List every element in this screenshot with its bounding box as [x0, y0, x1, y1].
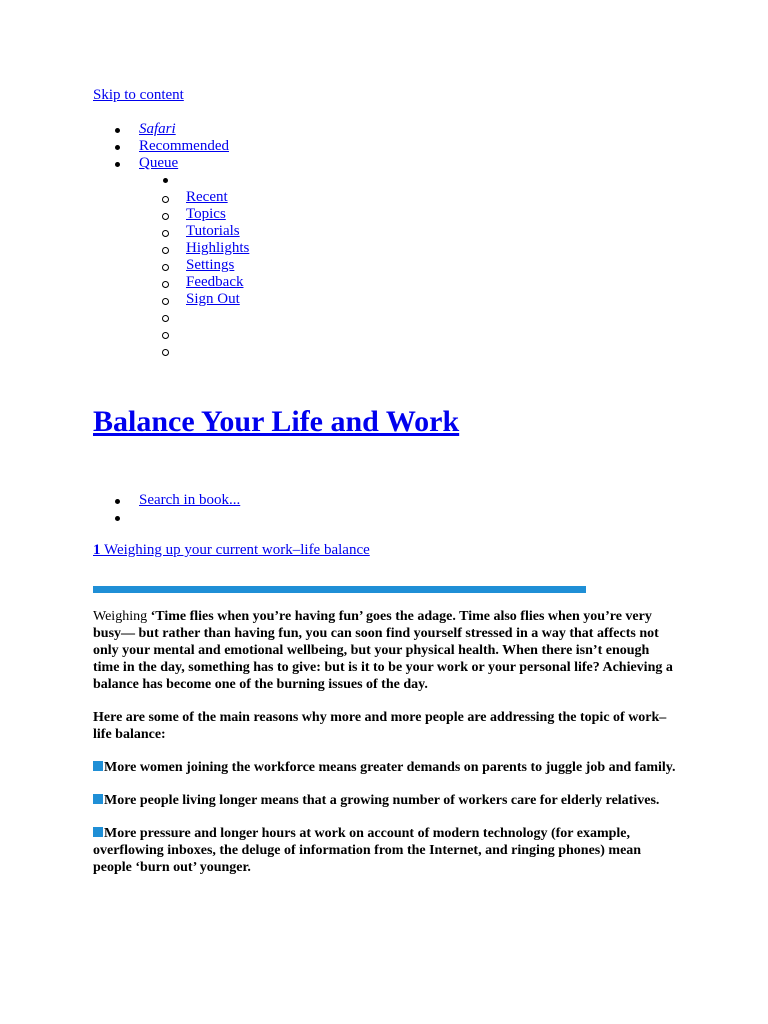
- nav-item-highlights: [0, 240, 249, 257]
- nav-link-tutorials[interactable]: Tutorials: [186, 223, 240, 239]
- bullet-paragraph: [93, 759, 678, 776]
- chapter-link[interactable]: [93, 542, 370, 559]
- nav-link-highlights[interactable]: Highlights: [186, 240, 250, 256]
- search-in-book-link[interactable]: Search in book...: [139, 492, 241, 508]
- nav-item-feedback: [0, 274, 249, 291]
- nav-item-topics: [0, 206, 249, 223]
- intro-paragraph: [93, 608, 678, 693]
- skip-to-content-link[interactable]: Skip to content: [93, 87, 184, 103]
- nav-empty-item: [0, 342, 249, 359]
- square-bullet-icon: [93, 794, 103, 804]
- nav-link-queue[interactable]: Queue: [139, 155, 179, 171]
- nav-item-tutorials: [0, 223, 249, 240]
- book-nav-item-search: [0, 492, 240, 509]
- book-title-link[interactable]: Balance Your Life and Work: [93, 405, 460, 438]
- square-bullet-icon: [93, 761, 103, 771]
- nav-item-queue: [0, 155, 249, 172]
- nav-empty-item: [0, 308, 249, 325]
- page-title: [93, 404, 459, 440]
- chapter-body: [93, 608, 678, 892]
- intro-lead: Weighing: [93, 609, 151, 624]
- nav-item-settings: [0, 257, 249, 274]
- nav-link-topics[interactable]: Topics: [186, 206, 226, 222]
- nav-link-settings[interactable]: Settings: [186, 257, 235, 273]
- nav-link-recommended[interactable]: Recommended: [139, 138, 229, 154]
- site-nav: [0, 121, 249, 359]
- book-nav: [0, 492, 240, 526]
- bullet-text: More people living longer means that a growing number of workers care for elderly relatives.: [104, 793, 660, 808]
- bullet-text: More women joining the workforce means greater demands on parents to juggle job and family.: [104, 760, 676, 775]
- bullet-text: More pressure and longer hours at work on account of modern technology (for example, overflowing inboxes, the deluge of information from the Internet, and ringing phones) mean people ‘burn out’ younger.: [93, 826, 642, 875]
- bullet-paragraph: [93, 792, 678, 809]
- nav-link-recent[interactable]: Recent: [186, 189, 228, 205]
- nav-link-safari[interactable]: Safari: [139, 121, 176, 137]
- section-divider: [93, 586, 586, 593]
- nav-item-recent: [0, 189, 249, 206]
- nav-item-recommended: [0, 138, 249, 155]
- reasons-intro-paragraph: Here are some of the main reasons why more and more people are addressing the topic of work– life balance:: [93, 710, 667, 742]
- square-bullet-icon: [93, 827, 103, 837]
- nav-sub-empty-item: [0, 172, 249, 189]
- nav-link-feedback[interactable]: Feedback: [186, 274, 244, 290]
- nav-link-sign-out[interactable]: Sign Out: [186, 291, 240, 307]
- nav-item-sign-out: [0, 291, 249, 308]
- book-nav-empty-item: [0, 509, 240, 526]
- chapter-number: 1: [93, 542, 101, 558]
- intro-text: ‘Time flies when you’re having fun’ goes the adage. Time also flies when you’re very busy— but rather than having fun, you can soon find yourself stressed in a way that affects not only your mental and emotional wellbeing, but your physical health. When there isn’t enough time in the day, something has to give: but is it to be your work or your personal life? Achieving a balance has become one of the burning issues of the day.: [93, 609, 673, 692]
- chapter-title: Weighing up your current work–life balance: [103, 542, 370, 558]
- nav-empty-item: [0, 325, 249, 342]
- nav-item-safari: [0, 121, 249, 138]
- bullet-paragraph: [93, 825, 678, 876]
